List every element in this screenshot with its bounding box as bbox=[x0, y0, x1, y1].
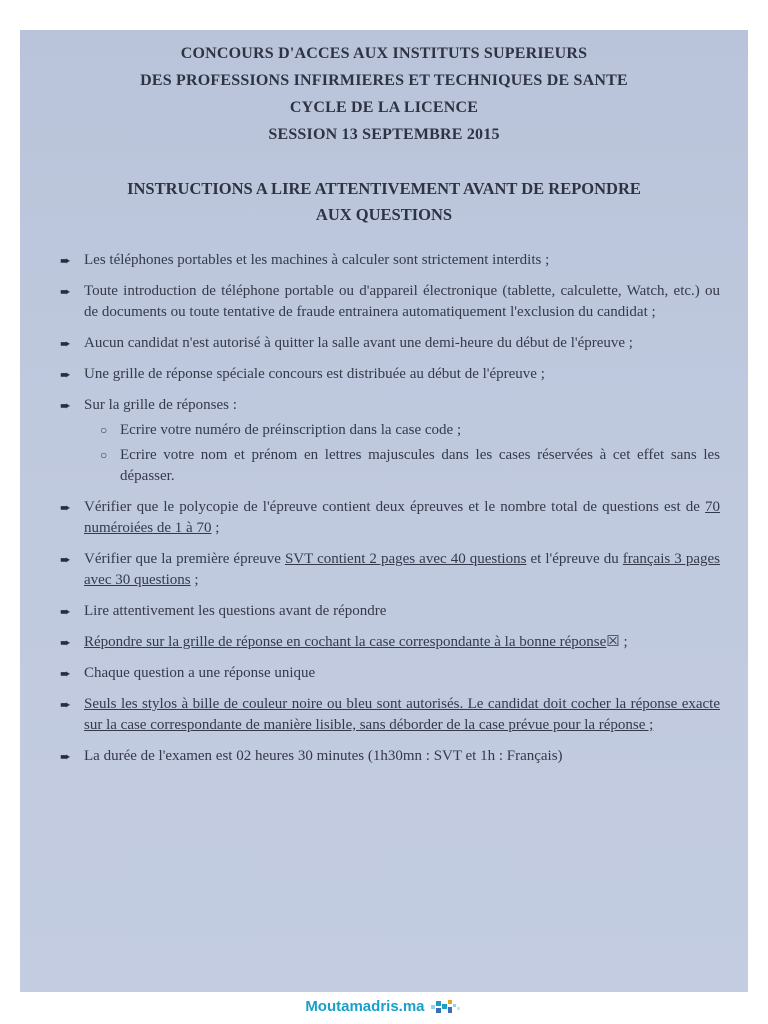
sub-list-item: ○ Ecrire votre nom et prénom en lettres majuscules dans les cases réservées à cet effet sans les dépasser. bbox=[100, 447, 720, 484]
arrow-bullet-icon: ➨ bbox=[60, 697, 71, 712]
brand-name[interactable]: Moutamadris.ma bbox=[305, 998, 425, 1015]
arrow-bullet-icon: ➨ bbox=[60, 666, 71, 681]
list-item: ➨ Une grille de réponse spéciale concours est distribuée au début de l'épreuve ; bbox=[60, 364, 720, 385]
arrow-bullet-icon: ➨ bbox=[60, 749, 71, 764]
list-item: ➨ Chaque question a une réponse unique bbox=[60, 663, 720, 684]
arrow-bullet-icon: ➨ bbox=[60, 500, 71, 515]
arrow-bullet-icon: ➨ bbox=[60, 284, 71, 299]
sub-list-item: ○ Ecrire votre numéro de préinscription dans la case code ; bbox=[60, 420, 720, 441]
list-item: ➨ Vérifier que la première épreuve SVT contient 2 pages avec 40 questions et l'épreuve du français 3 pages avec 30 questions ; bbox=[60, 551, 720, 588]
instructions-list bbox=[60, 250, 720, 767]
instructions-title: INSTRUCTIONS A LIRE ATTENTIVEMENT AVANT DE REPONDRE AUX QUESTIONS bbox=[127, 179, 641, 224]
circle-bullet-icon: ○ bbox=[100, 448, 108, 462]
list-item: ➨ Vérifier que le polycopie de l'épreuve contient deux épreuves et le nombre total de questions est de 70 numéroiées de 1 à 70 ; bbox=[60, 499, 720, 536]
list-item: ➨ Répondre sur la grille de réponse en cochant la case correspondante à la bonne réponse☒ ; bbox=[60, 632, 720, 653]
arrow-bullet-icon: ➨ bbox=[60, 552, 71, 567]
header-line-2: DES PROFESSIONS INFIRMIERES ET TECHNIQUES DE SANTE bbox=[140, 72, 628, 89]
header-line-3: CYCLE DE LA LICENCE bbox=[289, 99, 479, 116]
arrow-bullet-icon: ➨ bbox=[60, 635, 71, 650]
arrow-bullet-icon: ➨ bbox=[60, 253, 71, 268]
arrow-bullet-icon: ➨ bbox=[60, 604, 71, 619]
list-item: ➨ La durée de l'examen est 02 heures 30 minutes (1h30mn : SVT et 1h : Français) bbox=[60, 746, 720, 767]
header-line-4: SESSION 13 SEPTEMBRE 2015 bbox=[268, 126, 500, 143]
exam-sheet bbox=[20, 30, 748, 992]
list-item: ➨ Aucun candidat n'est autorisé à quitter la salle avant une demi-heure du début de l'épreuve ; bbox=[60, 333, 720, 354]
circle-bullet-icon: ○ bbox=[100, 423, 108, 437]
exam-header bbox=[20, 40, 748, 148]
list-item: ➨ Seuls les stylos à bille de couleur noire ou bleu sont autorisés. Le candidat doit cocher la réponse exacte sur la case correspondante de manière lisible, sans déborder de la case prévue pour la réponse ; bbox=[60, 696, 720, 733]
arrow-bullet-icon: ➨ bbox=[60, 398, 71, 413]
site-footer bbox=[0, 998, 768, 1024]
list-item: ➨ Lire attentivement les questions avant de répondre bbox=[60, 601, 720, 622]
brand-logo-icon bbox=[429, 998, 463, 1016]
header-line-1: CONCOURS D'ACCES AUX INSTITUTS SUPERIEURS bbox=[180, 45, 588, 62]
list-item: ➨ Les téléphones portables et les machines à calculer sont strictement interdits ; bbox=[60, 250, 720, 271]
arrow-bullet-icon: ➨ bbox=[60, 336, 71, 351]
list-item: ➨ Sur la grille de réponses : bbox=[60, 395, 720, 416]
arrow-bullet-icon: ➨ bbox=[60, 367, 71, 382]
checked-box-icon: ☒ bbox=[606, 634, 620, 650]
list-item: ➨ Toute introduction de téléphone portable ou d'appareil électronique (tablette, calculette, Watch, etc.) ou de documents ou toute tentative de fraude entrainera automatiquement l'exclusion du candidat ; bbox=[60, 283, 720, 320]
